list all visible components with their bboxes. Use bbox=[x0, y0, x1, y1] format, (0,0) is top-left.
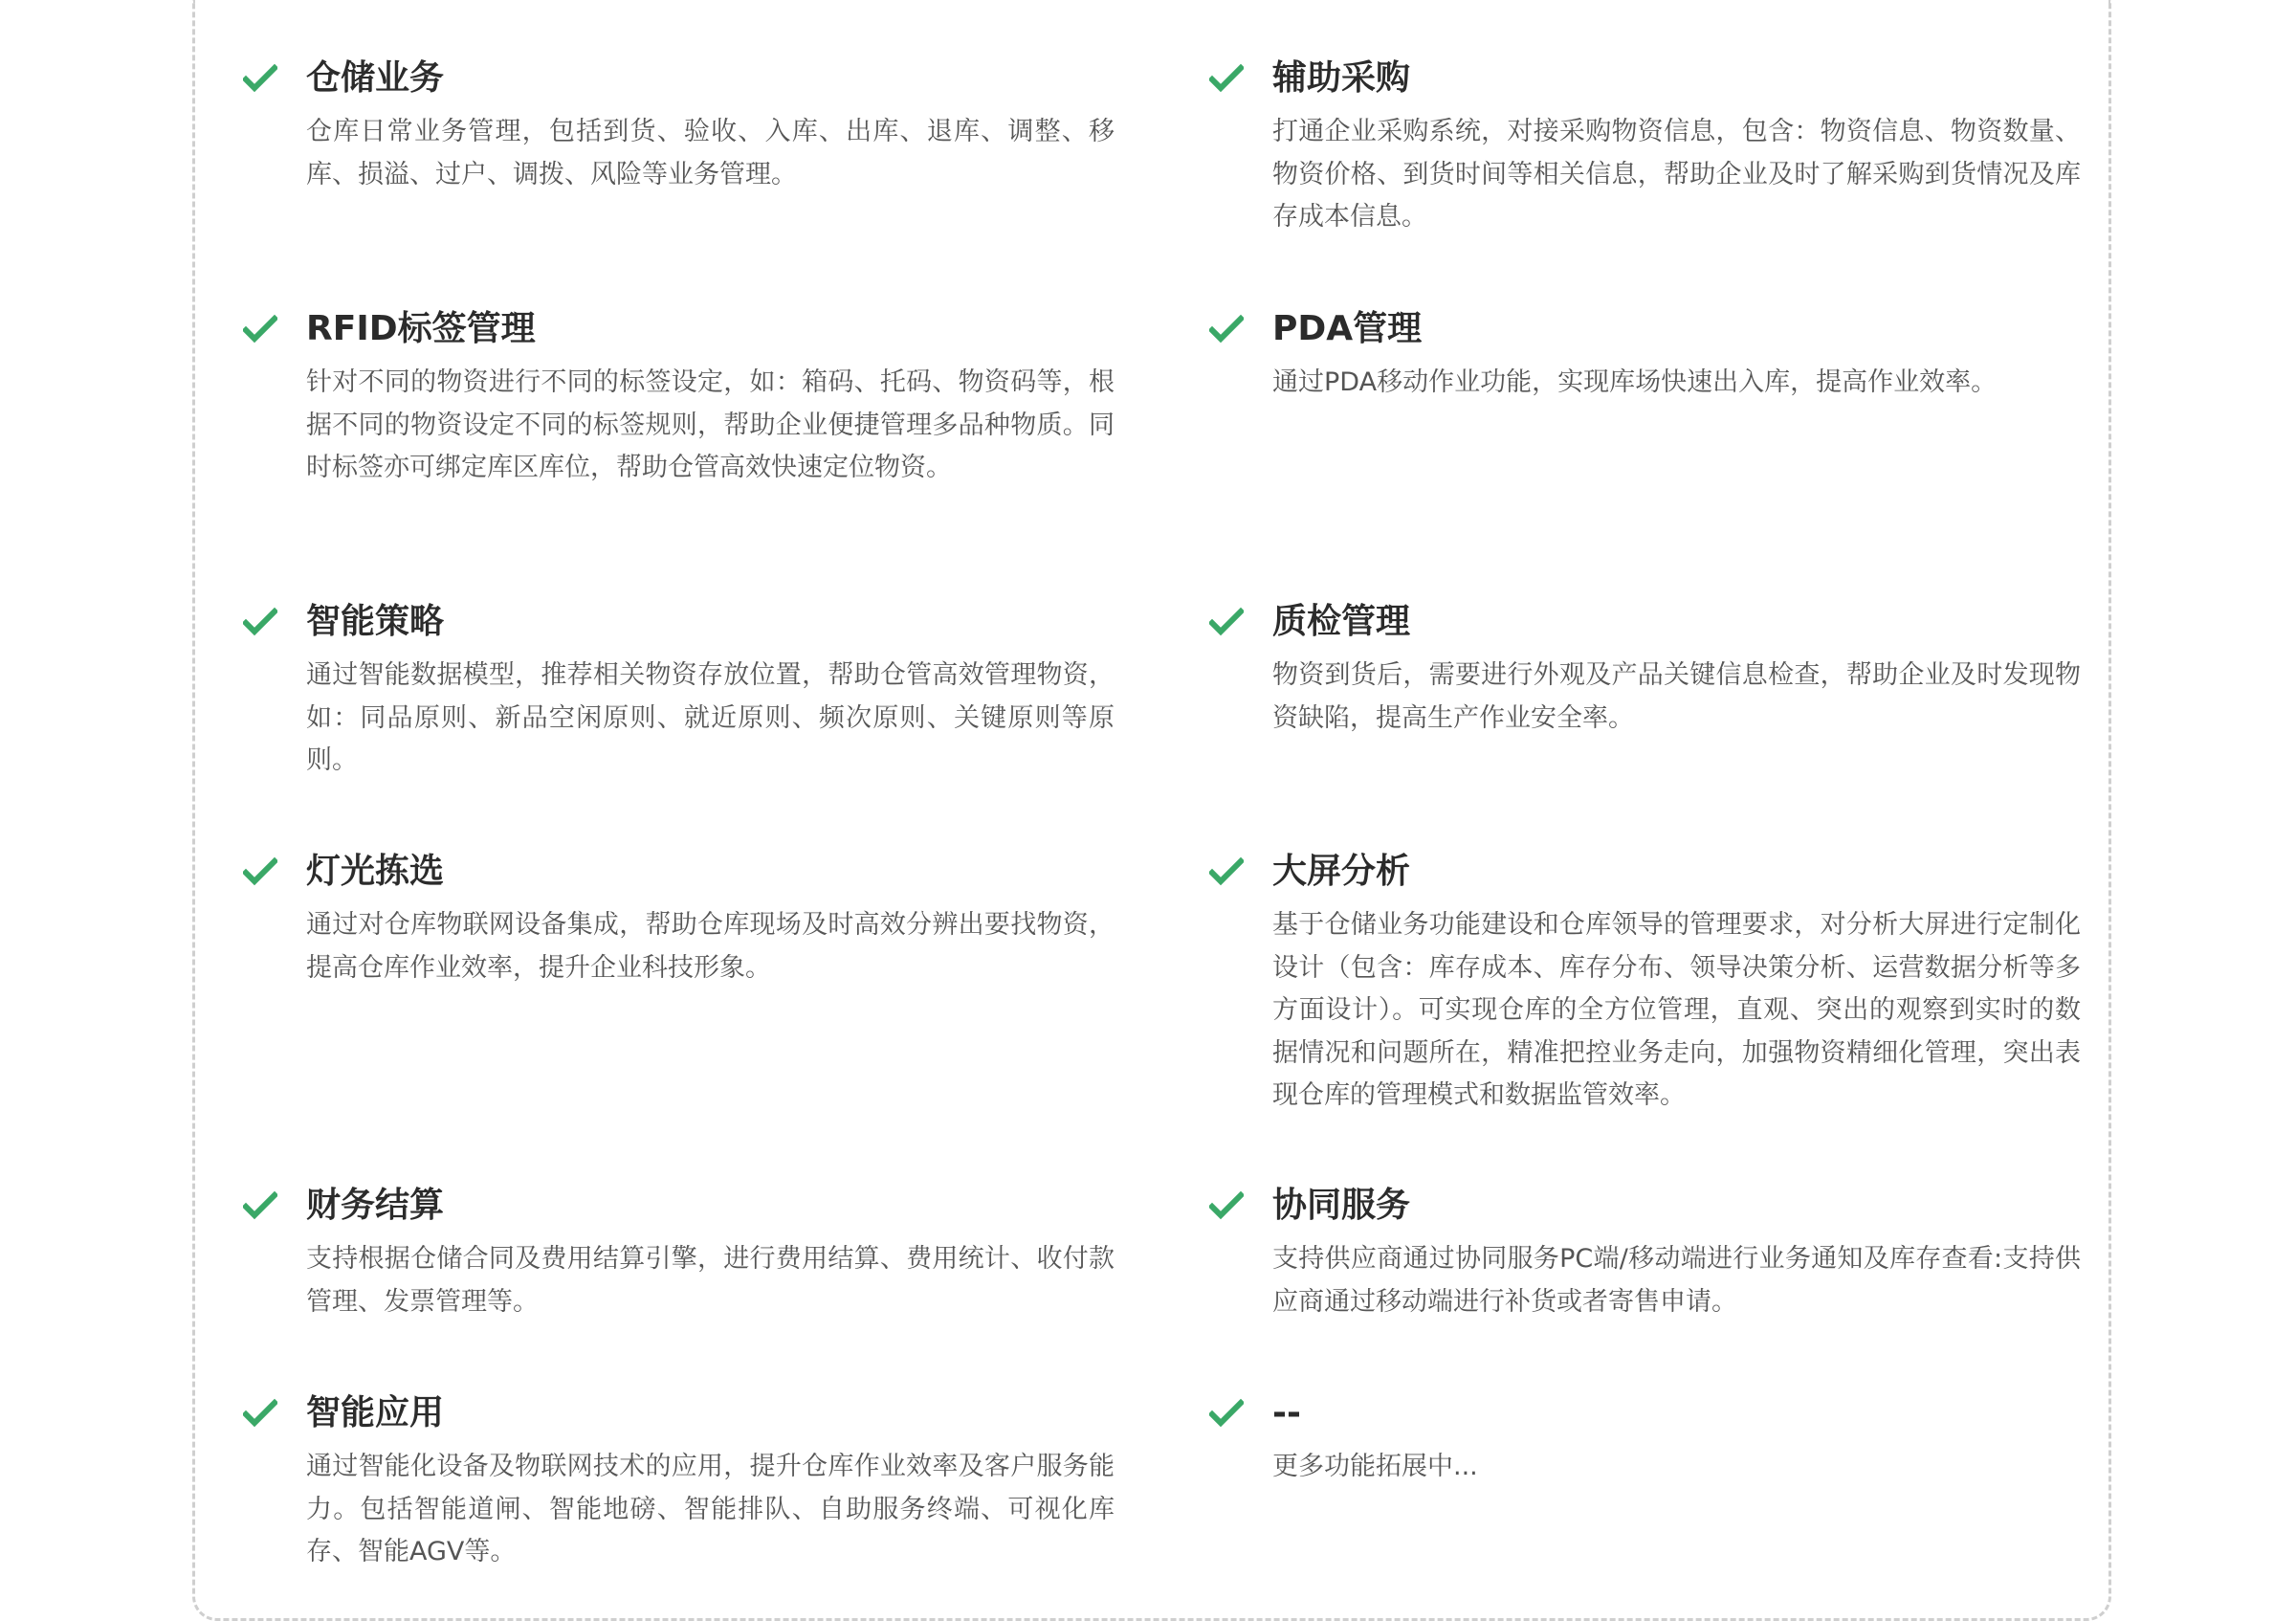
feature-title: 辅助采购 bbox=[1272, 58, 1411, 98]
checkmark-icon bbox=[243, 312, 281, 350]
feature-title: 协同服务 bbox=[1272, 1186, 1411, 1225]
feature-title: 智能策略 bbox=[306, 602, 445, 641]
feature-title: 质检管理 bbox=[1272, 602, 1411, 641]
feature-description: 基于仓储业务功能建设和仓库领导的管理要求，对分析大屏进行定制化设计（包含：库存成本、库存分布、领导决策分析、运营数据分析等多方面设计）。可实现仓库的全方位管理，直观、突出的观察到实时的数据情况和问题所在，精准把控业务走向，加强物资精细化管理，突出表现仓库的管理模式和数据监管效率。 bbox=[1272, 910, 2081, 1110]
checkmark-icon bbox=[243, 855, 281, 893]
feature-description: 针对不同的物资进行不同的标签设定，如：箱码、托码、物资码等，根据不同的物资设定不同的标签规则，帮助企业便捷管理多品种物质。同时标签亦可绑定库区库位，帮助仓管高效快速定位物资。 bbox=[306, 367, 1115, 482]
feature-description: 通过对仓库物联网设备集成，帮助仓库现场及时高效分辨出要找物资，提高仓库作业效率，提升企业科技形象。 bbox=[306, 910, 1115, 983]
checkmark-icon bbox=[1209, 312, 1247, 350]
feature-description: 支持根据仓储合同及费用结算引擎，进行费用结算、费用统计、收付款管理、发票管理等。 bbox=[306, 1244, 1115, 1317]
checkmark-icon bbox=[1209, 1188, 1247, 1227]
checkmark-icon bbox=[1209, 61, 1247, 100]
checkmark-icon bbox=[1209, 1396, 1247, 1434]
feature-description: 物资到货后，需要进行外观及产品关键信息检查，帮助企业及时发现物资缺陷，提高生产作业安全率。 bbox=[1272, 660, 2081, 733]
feature-description: 仓库日常业务管理，包括到货、验收、入库、出库、退库、调整、移库、损溢、过户、调拨、风险等业务管理。 bbox=[306, 117, 1115, 189]
features-panel bbox=[192, 0, 2111, 1621]
feature-description: 支持供应商通过协同服务PC端/移动端进行业务通知及库存查看:支持供应商通过移动端进行补货或者寄售申请。 bbox=[1272, 1244, 2081, 1317]
feature-title: 灯光拣选 bbox=[306, 852, 445, 891]
feature-title: 仓储业务 bbox=[306, 58, 445, 98]
checkmark-icon bbox=[1209, 605, 1247, 643]
checkmark-icon bbox=[243, 1396, 281, 1434]
feature-description: 通过智能数据模型，推荐相关物资存放位置，帮助仓管高效管理物资，如：同品原则、新品空闲原则、就近原则、频次原则、关键原则等原则。 bbox=[306, 660, 1115, 775]
feature-description: 通过智能化设备及物联网技术的应用，提升仓库作业效率及客户服务能力。包括智能道闸、智能地磅、智能排队、自助服务终端、可视化库存、智能AGV等。 bbox=[306, 1452, 1115, 1566]
feature-title: PDA管理 bbox=[1272, 309, 1423, 348]
feature-description: 通过PDA移动作业功能，实现库场快速出入库，提高作业效率。 bbox=[1272, 367, 1998, 397]
feature-title: -- bbox=[1272, 1393, 1301, 1432]
checkmark-icon bbox=[243, 605, 281, 643]
feature-title: RFID标签管理 bbox=[306, 309, 536, 348]
feature-title: 大屏分析 bbox=[1272, 852, 1411, 891]
feature-title: 智能应用 bbox=[306, 1393, 445, 1432]
feature-title: 财务结算 bbox=[306, 1186, 445, 1225]
feature-description: 打通企业采购系统，对接采购物资信息，包含：物资信息、物资数量、物资价格、到货时间等相关信息，帮助企业及时了解采购到货情况及库存成本信息。 bbox=[1272, 117, 2081, 232]
feature-description: 更多功能拓展中... bbox=[1272, 1452, 1478, 1481]
checkmark-icon bbox=[243, 1188, 281, 1227]
checkmark-icon bbox=[243, 61, 281, 100]
checkmark-icon bbox=[1209, 855, 1247, 893]
